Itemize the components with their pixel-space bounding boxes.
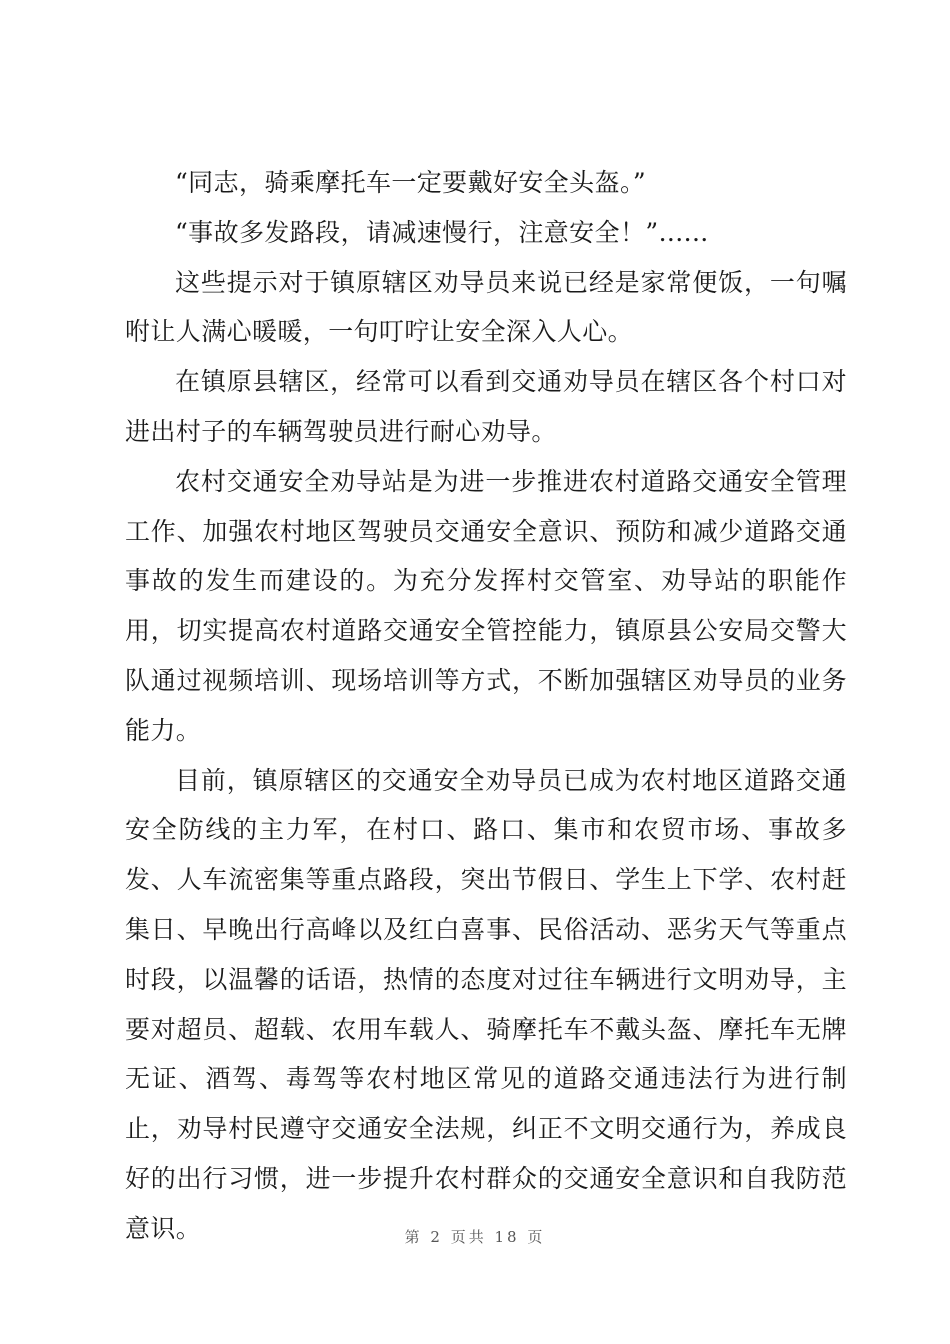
paragraph-quote-helmet: “同志，骑乘摩托车一定要戴好安全头盔。”	[175, 168, 647, 197]
paragraph-quote-slow-down: “事故多发路段，请减速慢行，注意安全！”......	[175, 217, 709, 247]
paragraph-village-entrances: 在镇原县辖区，经常可以看到交通劝导员在辖区各个村口对进出村子的车辆驾驶员进行耐心劝导。	[125, 367, 847, 446]
paragraph-current-status: 目前，镇原辖区的交通安全劝导员已成为农村地区道路交通安全防线的主力军，在村口、路口、集市和农贸市场、事故多发、人车流密集等重点路段，突出节假日、学生上下学、农村赶集日、早晚出行高峰以及红白喜事、民俗活动、恶劣天气等重点时段，以温馨的话语，热情的态度对过往车辆进行文明劝导，主要对超员、超载、农用车载人、骑摩托车不戴头盔、摩托车无牌无证、酒驾、毒驾等农村地区常见的道路交通违法行为进行制止，劝导村民遵守交通安全法规，纠正不文明交通行为，养成良好的出行习惯，进一步提升农村群众的交通安全意识和自我防范意识。	[125, 765, 847, 1243]
paragraph-reminders: 这些提示对于镇原辖区劝导员来说已经是家常便饭，一句嘱咐让人满心暖暖，一句叮咛让安全深入人心。	[125, 267, 847, 347]
document-body	[125, 158, 847, 1254]
page-footer: 第 2 页共 18 页	[404, 1228, 546, 1246]
paragraph-persuasion-stations: 农村交通安全劝导站是为进一步推进农村道路交通安全管理工作、加强农村地区驾驶员交通安全意识、预防和减少道路交通事故的发生而建设的。为充分发挥村交管室、劝导站的职能作用，切实提高农村道路交通安全管控能力，镇原县公安局交警大队通过视频培训、现场培训等方式，不断加强辖区劝导员的业务能力。	[125, 466, 847, 745]
